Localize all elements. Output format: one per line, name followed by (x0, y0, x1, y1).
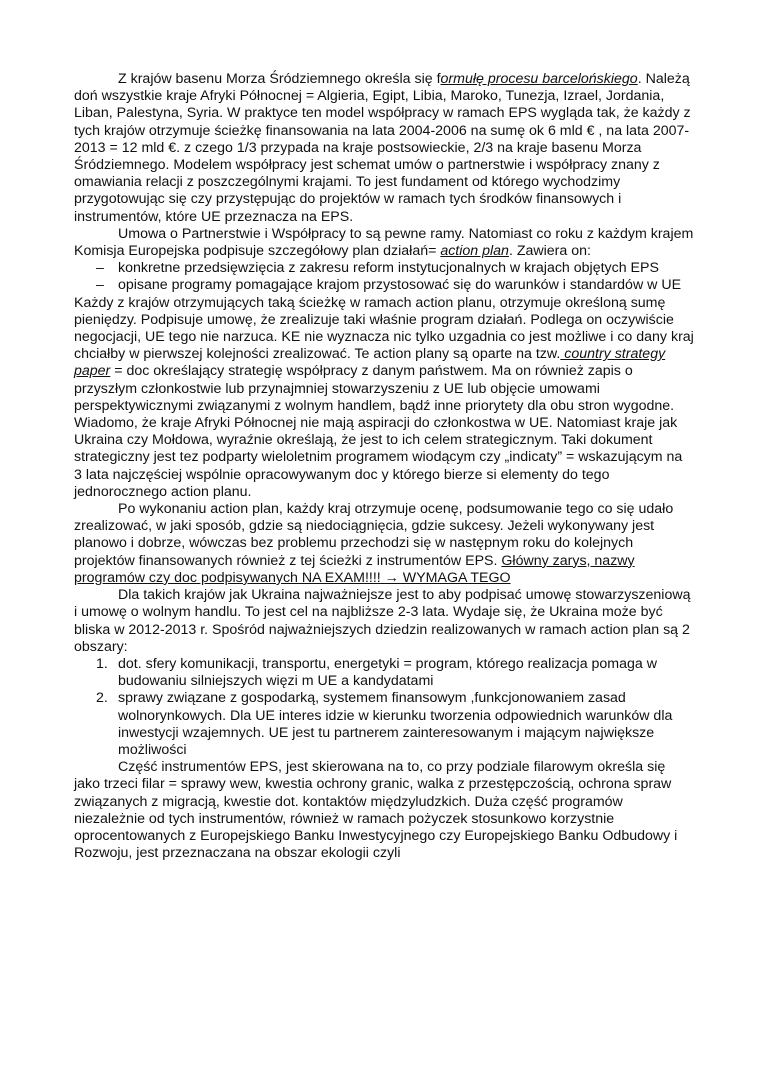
dash-marker: – (96, 277, 104, 294)
text-run: Umowa o Partnerstwie i Współpracy to są pewne ramy. Natomiast co roku z każdym krajem Komisja Europejska podpisuje szczegółowy plan działań= (74, 225, 694, 260)
list-item-text: opisane programy pomagające krajom przystosować się do warunków i standardów w UE (118, 277, 682, 294)
paragraph-third-pillar: Część instrumentów EPS, jest skierowana na to, co przy podziale filarowym określa się jako trzeci filar = sprawy wew, kwestia ochrony granic, walka z przestępczością, ochrona spraw związanych z migracją, kwestie dot. kontaktów międzyludzkich. Duża część programów niezależnie od tych instrumentów, również w ramach pożyczek stosunkowo korzystnie oprocentowanych z Europejskiego Banku Inwestycyjnego czy Europejskiego Banku Odbudowy i Rozwoju, jest przeznaczana na obszar ekologii czyli (74, 759, 678, 862)
term-action-plan: action plan (440, 243, 509, 260)
term-barcelona-process: ormułę procesu barcelońskiego (440, 71, 638, 87)
list-item-text: konkretne przedsięwzięcia z zakresu reform instytucjonalnych w krajach objętych EPS (118, 260, 659, 277)
text-run: Z krajów basenu Morza Śródziemnego określa się f (118, 71, 441, 87)
numbered-list (74, 656, 694, 759)
list-item (74, 260, 694, 277)
list-item-text: sprawy związane z gospodarką, systemem finansowym ,funkcjonowaniem zasad wolnorynkowych. Dla UE interes idzie w kierunku tworzenia odpowiednich warunków dla inwestycji wzajemnych. UE jest tu partnerem zainteresowanym i mającym największe możliwości (118, 690, 673, 758)
text-run: . Zawiera on: (508, 243, 591, 260)
list-item-text: dot. sfery komunikacji, transportu, energetyki = program, którego realizacja pomaga w budowaniu silniejszych więzi m UE a kandydatami (118, 655, 657, 690)
number-marker: 2. (96, 690, 108, 707)
paragraph-country-strategy (74, 295, 694, 501)
list-item (74, 690, 694, 759)
paragraph-barcelona-process (74, 71, 694, 226)
paragraph-action-plan (74, 226, 694, 260)
text-run: Po wykonaniu action plan, każdy kraj otrzymuje ocenę, podsumowanie tego co się udało zrealizować, w jaki sposób, gdzie są niedociągnięcia, gdzie sukcesy. Jeżeli wykonywany jest planowo i dobrze, wówczas bez problemu przechodzi się w następnym roku do kolejnych projektów finansowanych również z tej ścieżki z instrumentów EPS. (74, 501, 674, 569)
dash-list (74, 260, 694, 294)
paragraph-evaluation (74, 501, 694, 587)
list-item (74, 656, 694, 690)
term-country-strategy-paper: country strategy paper (74, 346, 666, 380)
text-run: Każdy z krajów otrzymujących taką ścieżkę w ramach action planu, otrzymuje określoną sumę pieniędzy. Podpisuje umowę, że zrealizuje taki właśnie program działań. Podlega on oczywiście negocjacji, UE tego nie narzuca. KE nie wyznacza nic tylko uzgadnia co jest możliwe i co dany kraj chciałby w pierwszej kolejności zrealizować. Te action plany są oparte na tzw. (74, 294, 694, 363)
document-page (74, 71, 694, 862)
text-run: . Należą doń wszystkie kraje Afryki Północnej = Algieria, Egipt, Libia, Maroko, Tunezja, Izrael, Jordania, Liban, Palestyna, Syria. W praktyce ten model współpracy w ramach EPS wygląda tak, że każdy z tych krajów otrzymuje ścieżkę finansowania na lata 2004-2006 na sumę ok 6 mld € , na lata 2007-2013 = 12 mld €. z czego 1/3 przypada na kraje postsowieckie, 2/3 na kraje basenu Morza Śródziemnego. Modelem współpracy jest schemat umów o partnerstwie i współpracy znany z omawiania relacji z poszczególnymi krajami. To jest fundament od którego wychodzimy przygotowując się czy przystępując do projektów w ramach tych środków finansowych i instrumentów, które UE przeznacza na EPS. (74, 71, 691, 225)
dash-marker: – (96, 260, 104, 277)
number-marker: 1. (96, 655, 108, 672)
list-item (74, 277, 694, 294)
paragraph-ukraine: Dla takich krajów jak Ukraina najważniejsze jest to aby podpisać umowę stowarzyszeniową i umowę o wolnym handlu. To jest cel na najbliższe 2-3 lata. Wydaje się, że Ukraina może być bliska w 2012-2013 r. Spośród najważniejszych dziedzin realizowanych w ramach action plan są 2 obszary: (74, 587, 691, 655)
text-run: = doc określający strategię współpracy z danym państwem. Ma on również zapis o przyszłym członkostwie lub przynajmniej stowarzyszeniu z UE lub objęcie umowami perspektywicznymi związanymi z wolnym handlem, bądź inne priorytety dla obu stron wygodne. Wiadomo, że kraje Afryki Północnej nie mają aspiracji do członkostwa w UE. Natomiast kraje jak Ukraina czy Mołdowa, wyraźnie określają, że jest to ich celem strategicznym. Taki dokument strategiczny jest tez podparty wieloletnim programem wiodącym czy „indicaty” = wskazującym na 3 lata najczęściej wspólnie opracowywanym doc y którego bierze si elementy do tego jednorocznego action planu. (74, 363, 683, 500)
exam-note: Główny zarys, nazwy programów czy doc podpisywanych NA EXAM!!!! → WYMAGA TEGO (74, 552, 635, 586)
